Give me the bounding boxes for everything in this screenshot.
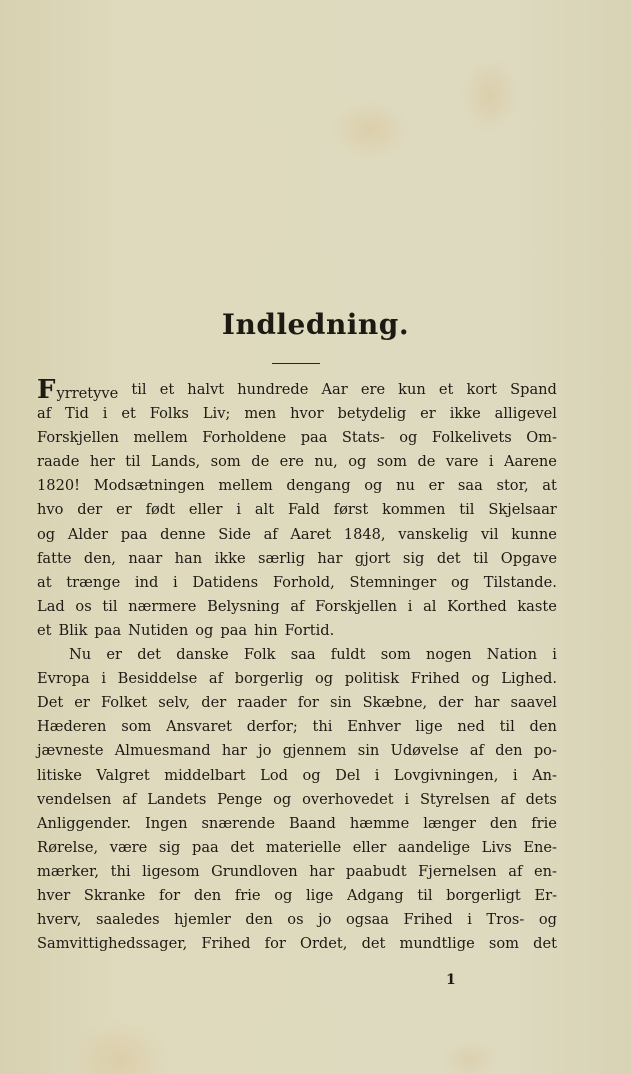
word: mundtlige (399, 935, 475, 953)
word: hvor (290, 405, 324, 423)
chapter-heading: Indledning. (221, 308, 410, 341)
word: Er- (534, 886, 557, 904)
word: alt (254, 501, 275, 519)
text-line (37, 426, 557, 450)
word: snærende (201, 814, 276, 832)
word: det (533, 935, 557, 953)
word: ind (134, 573, 159, 591)
word: kunne (511, 525, 557, 543)
word: trænge (66, 573, 121, 591)
word: er (106, 646, 122, 664)
text-line (37, 860, 557, 884)
word: og (274, 886, 293, 904)
body-text (37, 375, 557, 956)
word: danske (176, 646, 229, 664)
text-line (37, 667, 557, 691)
word: vil (480, 525, 499, 543)
word: 1820! (37, 477, 81, 495)
word: ikke (449, 405, 481, 423)
word: der (77, 501, 103, 519)
word: i (488, 453, 494, 471)
text-line (37, 375, 557, 405)
word: Blik (58, 621, 88, 639)
word: til (125, 453, 141, 471)
word: i (102, 405, 108, 423)
word: den (193, 886, 222, 904)
word: paabudt (345, 862, 407, 880)
word: til (499, 718, 515, 736)
word: naar (128, 549, 163, 567)
word: har (221, 742, 247, 760)
text-line (37, 908, 557, 932)
word: Fald (287, 501, 320, 519)
word: gjort (354, 549, 391, 567)
word: Datidens (192, 573, 259, 591)
word: hvo (37, 501, 64, 519)
word: paa (300, 429, 328, 447)
word: er (428, 477, 445, 495)
word: i (374, 766, 380, 784)
word: af (37, 405, 52, 423)
text-line (37, 836, 557, 860)
word: Lighed. (501, 670, 557, 688)
word: det (230, 838, 255, 856)
word: af (122, 790, 137, 808)
word: som (376, 453, 407, 471)
word: til (473, 549, 489, 567)
word: af (208, 670, 223, 688)
word: han (174, 549, 203, 567)
word: nogen (426, 646, 472, 664)
word: saa (457, 477, 483, 495)
word: det (137, 646, 162, 664)
word: Folkelivets (431, 429, 512, 447)
word: saaledes (95, 911, 160, 929)
word: til (459, 501, 475, 519)
word: Valgret (96, 766, 150, 784)
word: Nutiden (128, 621, 189, 639)
word: alligevel (494, 405, 557, 423)
word: og (195, 621, 214, 639)
text-line (37, 595, 557, 619)
word: Evropa (37, 670, 90, 688)
word: kommen (382, 501, 446, 519)
word: og (302, 766, 321, 784)
word: i (101, 670, 106, 688)
word: mellem (218, 477, 273, 495)
word: Almuesmand (114, 742, 211, 760)
word: for (158, 886, 181, 904)
word: den (489, 814, 518, 832)
word: kaste (517, 597, 557, 615)
word: Belysning (207, 597, 280, 615)
word: først (333, 501, 369, 519)
word: for (264, 935, 286, 953)
word: saavel (510, 694, 557, 712)
word: denne (160, 525, 206, 543)
word: fuldt (330, 646, 366, 664)
word: til (417, 886, 433, 904)
word: saa (290, 646, 316, 664)
word: er (116, 501, 132, 519)
word: Fortid. (284, 621, 335, 639)
word: her (89, 453, 115, 471)
word: os (75, 597, 92, 615)
word: Ingen (144, 814, 188, 832)
word: thi (312, 718, 333, 736)
text-line (37, 619, 557, 643)
word: thi (110, 862, 131, 880)
word: Stats- (341, 429, 385, 447)
word: har (474, 694, 500, 712)
word: Folks (149, 405, 189, 423)
word: i (236, 501, 241, 519)
word: frie (531, 814, 557, 832)
text-line (37, 788, 557, 812)
word: Tid (65, 405, 89, 423)
word: mellem (133, 429, 188, 447)
word: som (210, 453, 241, 471)
word: al (423, 597, 437, 615)
word: Samvittighedssager, (37, 935, 188, 953)
word: derfor; (246, 718, 298, 736)
word: Frihed (201, 935, 251, 953)
word: Forskjellen (315, 597, 398, 615)
text-line (37, 643, 557, 667)
word: jo (258, 742, 272, 760)
word: Nu (69, 646, 92, 664)
word: raader (237, 694, 287, 712)
word: Folk (243, 646, 276, 664)
word: sin (329, 694, 352, 712)
word: Lod (260, 766, 288, 784)
word: et (37, 621, 52, 639)
word: Landets (147, 790, 207, 808)
word: Lands, (150, 453, 201, 471)
word: af (290, 597, 305, 615)
word: af (263, 525, 278, 543)
word: Liv; (202, 405, 231, 423)
word: et (121, 405, 136, 423)
word: som (380, 646, 411, 664)
word: kort (466, 381, 498, 398)
word: Forholdene (202, 429, 287, 447)
word: hver (37, 886, 71, 904)
word: men (244, 405, 277, 423)
text-line (37, 932, 557, 956)
word: Nation (486, 646, 537, 664)
word: Alder (67, 525, 108, 543)
word: at (37, 573, 52, 591)
word: ere (279, 453, 304, 471)
word: borgerligt (446, 886, 521, 904)
word: halvt (187, 381, 225, 398)
word: og (37, 525, 56, 543)
word: vanskelig (398, 525, 469, 543)
word: dengang (286, 477, 351, 495)
word: Ene- (523, 838, 557, 856)
word: 1848, (343, 525, 386, 543)
word: jævneste (37, 742, 104, 760)
word: lige (415, 718, 443, 736)
page-number: 1 (446, 972, 456, 988)
word: det (361, 935, 386, 953)
word: og (315, 670, 334, 688)
word: eller (188, 501, 223, 519)
word: den (495, 742, 523, 760)
word: Penge (217, 790, 263, 808)
text-line (37, 498, 557, 522)
word: og (348, 453, 367, 471)
word: hverv, (37, 911, 82, 929)
text-line (37, 715, 557, 739)
text-line (37, 523, 557, 547)
word: ligesom (142, 862, 200, 880)
word: mærker, (37, 862, 100, 880)
word: sig (158, 838, 181, 856)
word: ned (457, 718, 485, 736)
word: materielle (265, 838, 342, 856)
text-line (37, 402, 557, 426)
word: i (173, 573, 178, 591)
text-line (37, 547, 557, 571)
word: Aarene (504, 453, 557, 471)
word: eller (352, 838, 387, 856)
word: i (404, 790, 410, 808)
word: betydelig (337, 405, 407, 423)
word: længer (423, 814, 476, 832)
word: Styrelsen (419, 790, 490, 808)
word: af (469, 742, 484, 760)
word: dets (525, 790, 557, 808)
word: Spand (510, 381, 557, 398)
word: Stemninger (349, 573, 437, 591)
word: sin (357, 742, 380, 760)
word: paa (94, 621, 122, 639)
word: Rørelse, (37, 838, 99, 856)
word: raade (37, 453, 80, 471)
word: som (121, 718, 152, 736)
word: aandelige (397, 838, 471, 856)
word: af (500, 790, 515, 808)
word: Frihed (403, 911, 453, 929)
word: nu (396, 477, 415, 495)
word: Forhold, (272, 573, 335, 591)
word: har (317, 549, 343, 567)
word: Fyrretyve (37, 375, 119, 405)
word: Adgang (346, 886, 404, 904)
word: at (542, 477, 557, 495)
word: Livs (481, 838, 512, 856)
word: der (438, 694, 464, 712)
word: Tros- (486, 911, 525, 929)
heading-rule (272, 363, 320, 364)
word: Grundloven (211, 862, 298, 880)
word: det (436, 549, 461, 567)
word: der (201, 694, 227, 712)
word: og (399, 429, 418, 447)
word: Anliggender. (37, 814, 131, 832)
word: for (297, 694, 319, 712)
word: Fjernelsen (418, 862, 497, 880)
word: politisk (344, 670, 400, 688)
word: til (102, 597, 118, 615)
word: Korthed (447, 597, 507, 615)
text-line (37, 739, 557, 763)
word: Lad (37, 597, 65, 615)
word: de (251, 453, 270, 471)
word: kun (398, 381, 426, 398)
word: Hæderen (37, 718, 107, 736)
text-line (37, 764, 557, 788)
word: Modsætningen (93, 477, 205, 495)
word: den (529, 718, 557, 736)
word: Skjelsaar (488, 501, 557, 519)
word: en- (533, 862, 557, 880)
word: i (407, 597, 413, 615)
word: Del (335, 766, 361, 784)
word: Om- (526, 429, 557, 447)
word: Besiddelse (117, 670, 198, 688)
word: Folket (100, 694, 148, 712)
word: paa (120, 525, 148, 543)
word: Skranke (83, 886, 146, 904)
word: ere (360, 381, 386, 398)
word: Baand (289, 814, 336, 832)
word: i (467, 911, 472, 929)
word: et (159, 381, 175, 398)
word: den, (83, 549, 116, 567)
word: sig (402, 549, 425, 567)
text-line (37, 884, 557, 908)
word: gjennem (282, 742, 347, 760)
text-line (37, 450, 557, 474)
word: og (450, 573, 470, 591)
word: og (364, 477, 383, 495)
word: os (287, 911, 304, 929)
word: de (417, 453, 436, 471)
word: overhovedet (302, 790, 394, 808)
word: Skæbne, (362, 694, 428, 712)
word: Det (37, 694, 64, 712)
word: og (471, 670, 490, 688)
word: født (145, 501, 176, 519)
word: og (538, 911, 557, 929)
word: An- (532, 766, 557, 784)
word: Lovgivningen, (393, 766, 499, 784)
word: selv, (158, 694, 191, 712)
word: stor, (496, 477, 529, 495)
word: i (512, 766, 518, 784)
word: hundrede (237, 381, 309, 398)
word: Tilstande. (483, 573, 557, 591)
word: po- (533, 742, 557, 760)
word: er (420, 405, 436, 423)
word: særlig (258, 549, 305, 567)
word: hjemler (174, 911, 231, 929)
word: Side (218, 525, 251, 543)
text-line (37, 474, 557, 498)
word: i (552, 646, 557, 664)
word: Forskjellen (37, 429, 119, 447)
word: et (438, 381, 454, 398)
word: vare (445, 453, 479, 471)
word: Opgave (500, 549, 557, 567)
word: fatte (37, 549, 72, 567)
word: til (131, 381, 147, 398)
word: paa (220, 621, 248, 639)
word: ogsaa (345, 911, 389, 929)
word: være (109, 838, 148, 856)
word: Aaret (290, 525, 332, 543)
text-line (37, 571, 557, 595)
word: hin (254, 621, 278, 639)
word: som (488, 935, 519, 953)
word: litiske (37, 766, 82, 784)
word: Aar (321, 381, 348, 398)
word: Ansvaret (166, 718, 232, 736)
text-line (37, 691, 557, 715)
word: nærmere (128, 597, 197, 615)
word: den (245, 911, 273, 929)
word: og (273, 790, 292, 808)
word: middelbart (164, 766, 246, 784)
word: Enhver (347, 718, 401, 736)
word: vendelsen (37, 790, 112, 808)
word: af (508, 862, 523, 880)
word: har (309, 862, 335, 880)
word: Frihed (410, 670, 460, 688)
word: er (74, 694, 90, 712)
word: Udøvelse (390, 742, 459, 760)
word: jo (318, 911, 332, 929)
word: lige (306, 886, 334, 904)
drop-cap: F (37, 375, 56, 405)
word: Ordet, (299, 935, 348, 953)
word: paa (192, 838, 219, 856)
word: ikke (214, 549, 246, 567)
text-line (37, 812, 557, 836)
word: frie (234, 886, 261, 904)
word: nu, (314, 453, 338, 471)
word: hæmme (349, 814, 410, 832)
word: borgerlig (234, 670, 304, 688)
